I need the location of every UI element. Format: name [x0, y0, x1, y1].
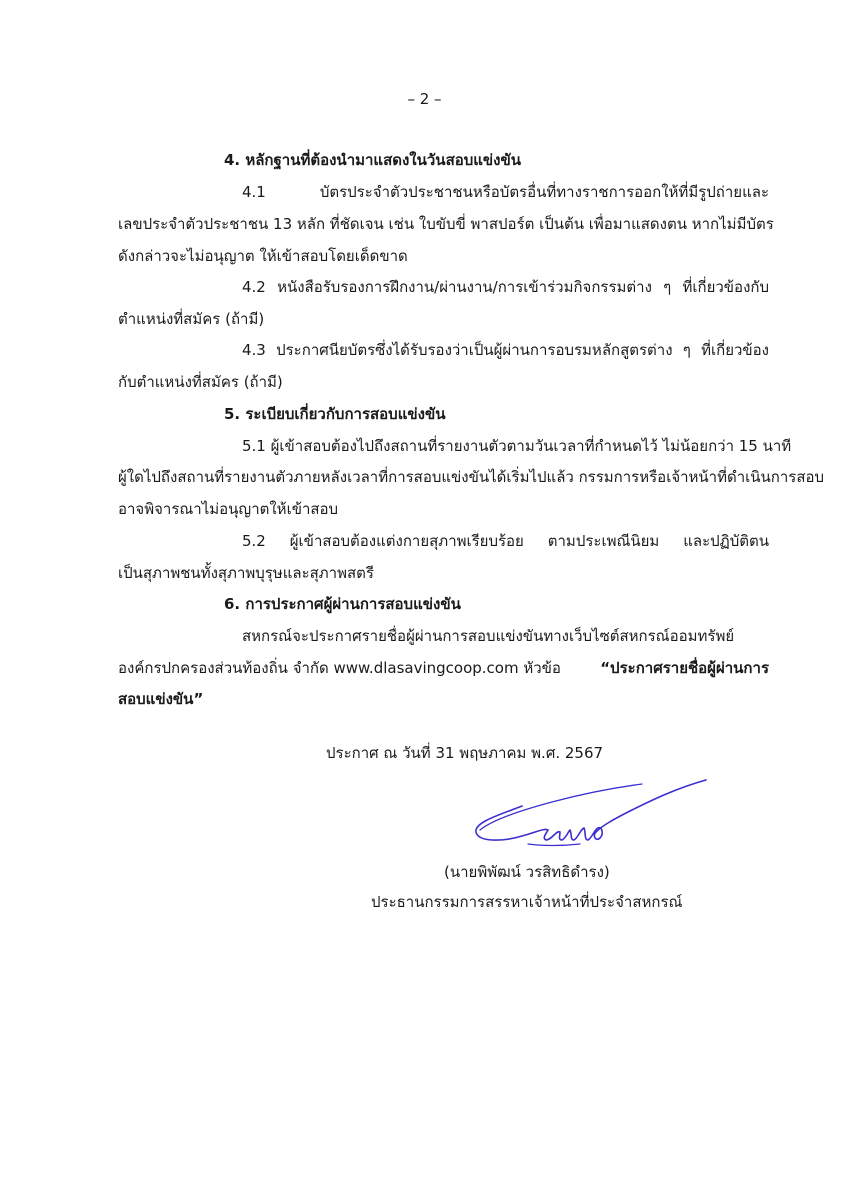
signatory-position: ประธานกรรมการสรรหาเจ้าหน้าที่ประจำสหกรณ์: [371, 893, 683, 911]
item-4-3-line-2: กับตำแหน่งที่สมัคร (ถ้ามี): [118, 373, 283, 391]
item-5-1-line-2: ผู้ใดไปถึงสถานที่รายงานตัวภายหลังเวลาที่การสอบแข่งขันได้เริ่มไปแล้ว กรรมการหรือเจ้าหน้าที่ดำเนินการสอบ: [118, 468, 825, 486]
section-6-line-2: [118, 658, 769, 678]
page-number: – 2 –: [407, 90, 442, 108]
item-4-3-line-1: 4.3 ประกาศนียบัตรซึ่งได้รับรองว่าเป็นผู้ผ่านการอบรมหลักสูตรต่าง ๆ ที่เกี่ยวข้อง: [242, 341, 769, 359]
item-4-2-line-2: ตำแหน่งที่สมัคร (ถ้ามี): [118, 310, 265, 328]
announcement-topic-part-2: สอบแข่งขัน”: [118, 690, 204, 708]
item-5-1-line-3: อาจพิจารณาไม่อนุญาตให้เข้าสอบ: [118, 500, 339, 518]
item-5-2-line-1: 5.2 ผู้เข้าสอบต้องแต่งกายสุภาพเรียบร้อย ตามประเพณีนิยม และปฏิบัติตน: [242, 532, 769, 550]
item-5-1-line-1: 5.1 ผู้เข้าสอบต้องไปถึงสถานที่รายงานตัวตามวันเวลาที่กำหนดไว้ ไม่น้อยกว่า 15 นาที: [242, 437, 792, 455]
section-4-heading: 4. หลักฐานที่ต้องนำมาแสดงในวันสอบแข่งขัน: [224, 151, 522, 169]
section-6-line-2-text: องค์กรปกครองส่วนท้องถิ่น จำกัด www.dlasavingcoop.com หัวข้อ: [118, 659, 561, 677]
announcement-topic-part-1: “ประกาศรายชื่อผู้ผ่านการ: [600, 659, 769, 677]
announcement-date: ประกาศ ณ วันที่ 31 พฤษภาคม พ.ศ. 2567: [326, 744, 604, 762]
handwritten-signature: [462, 770, 710, 850]
item-4-1-line-2: เลขประจำตัวประชาชน 13 หลัก ที่ชัดเจน เช่น ใบขับขี่ พาสปอร์ต เป็นต้น เพื่อมาแสดงตน หากไม่มีบัตร: [118, 215, 774, 233]
item-4-1-line-1: 4.1 บัตรประจำตัวประชาชนหรือบัตรอื่นที่ทางราชการออกให้ที่มีรูปถ่ายและ: [242, 183, 769, 201]
signatory-name: (นายพิพัฒน์ วรสิทธิดำรง): [444, 863, 610, 881]
item-5-2-line-2: เป็นสุภาพชนทั้งสุภาพบุรุษและสุภาพสตรี: [118, 564, 374, 582]
section-6-line-1: สหกรณ์จะประกาศรายชื่อผู้ผ่านการสอบแข่งขันทางเว็บไซต์สหกรณ์ออมทรัพย์: [242, 627, 735, 645]
item-4-1-line-3: ดังกล่าวจะไม่อนุญาต ให้เข้าสอบโดยเด็ดขาด: [118, 247, 408, 265]
item-4-2-line-1: 4.2 หนังสือรับรองการฝึกงาน/ผ่านงาน/การเข้าร่วมกิจกรรมต่าง ๆ ที่เกี่ยวข้องกับ: [242, 278, 769, 296]
section-6-heading: 6. การประกาศผู้ผ่านการสอบแข่งขัน: [224, 595, 461, 613]
section-5-heading: 5. ระเบียบเกี่ยวกับการสอบแข่งขัน: [224, 405, 446, 423]
